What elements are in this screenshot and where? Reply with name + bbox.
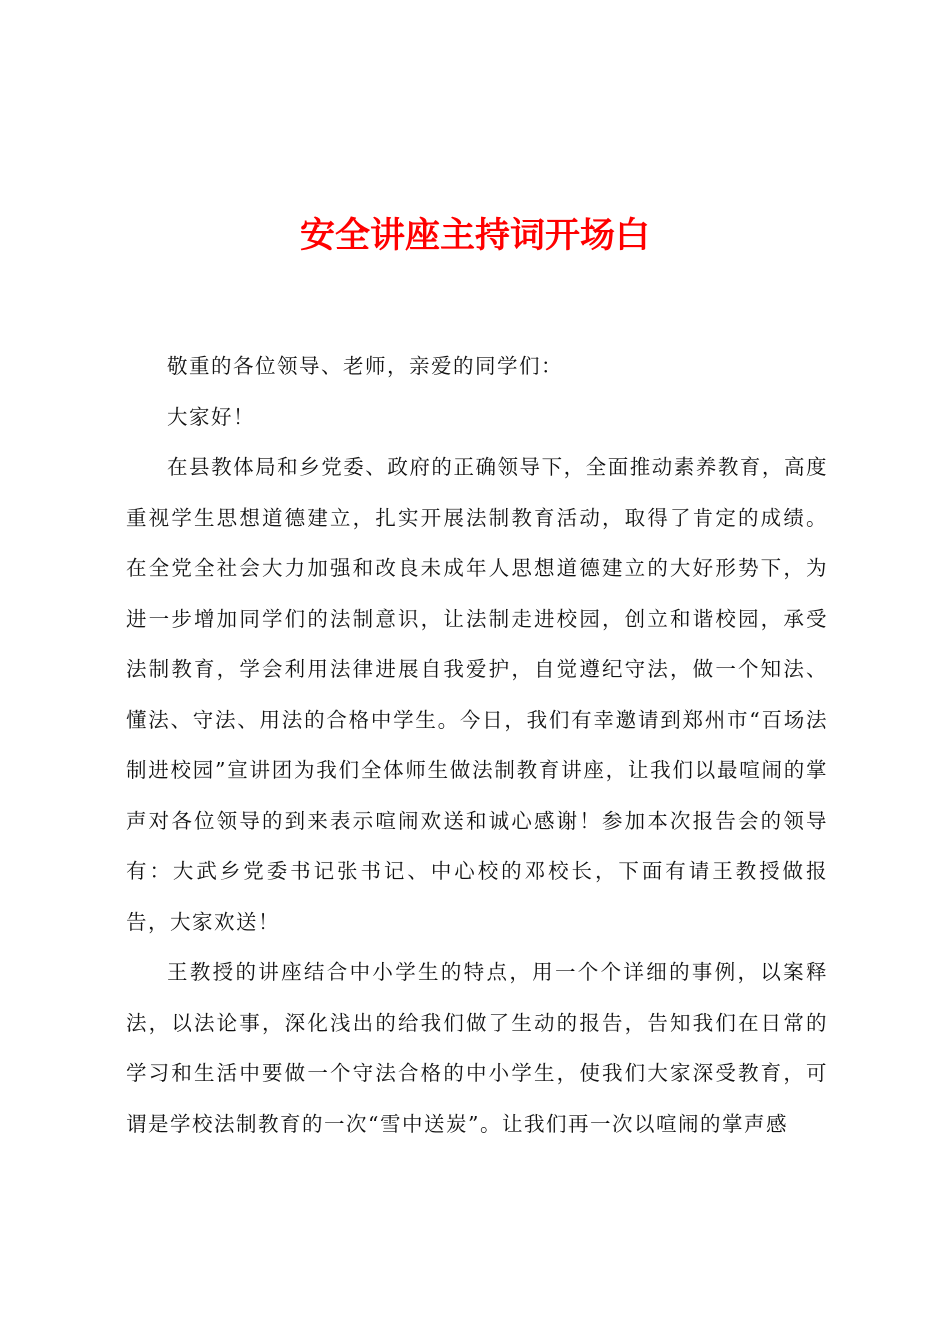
salutation-paragraph: 敬重的各位领导、老师，亲爱的同学们：	[167, 354, 563, 378]
intro-paragraph: 在县教体局和乡党委、政府的正确领导下，全面推动素养教育，高度重视学生思想道德建立，扎实开展法制教育活动，取得了肯定的成绩。在全党全社会大力加强和改良未成年人思想道德建立的大好形势下，为进一步增加同学们的法制意识，让法制走进校园，创立和谐校园，承受法制教育，学会利用法律进展自我爱护，自觉遵纪守法，做一个知法、懂法、守法、用法的合格中学生。今日，我们有幸邀请到郑州市“百场法制进校园”宣讲团为我们全体师生做法制教育讲座，让我们以最喧闹的掌声对各位领导的到来表示喧闹欢送和诚心感谢！参加本次报告会的领导有：大武乡党委书记张书记、中心校的邓校长，下面有请王教授做报告，大家欢送！	[126, 455, 828, 934]
document-title: 安全讲座主持词开场白	[299, 215, 650, 256]
greeting-paragraph: 大家好！	[167, 404, 255, 429]
closing-paragraph: 王教授的讲座结合中小学生的特点，用一个个详细的事例，以案释法，以法论事，深化浅出的给我们做了生动的报告，告知我们在日常的学习和生活中要做一个守法合格的中小学生，使我们大家深受教育，可谓是学校法制教育的一次“雪中送炭”。让我们再一次以喧闹的掌声感	[126, 960, 828, 1136]
document-body	[126, 341, 828, 1149]
